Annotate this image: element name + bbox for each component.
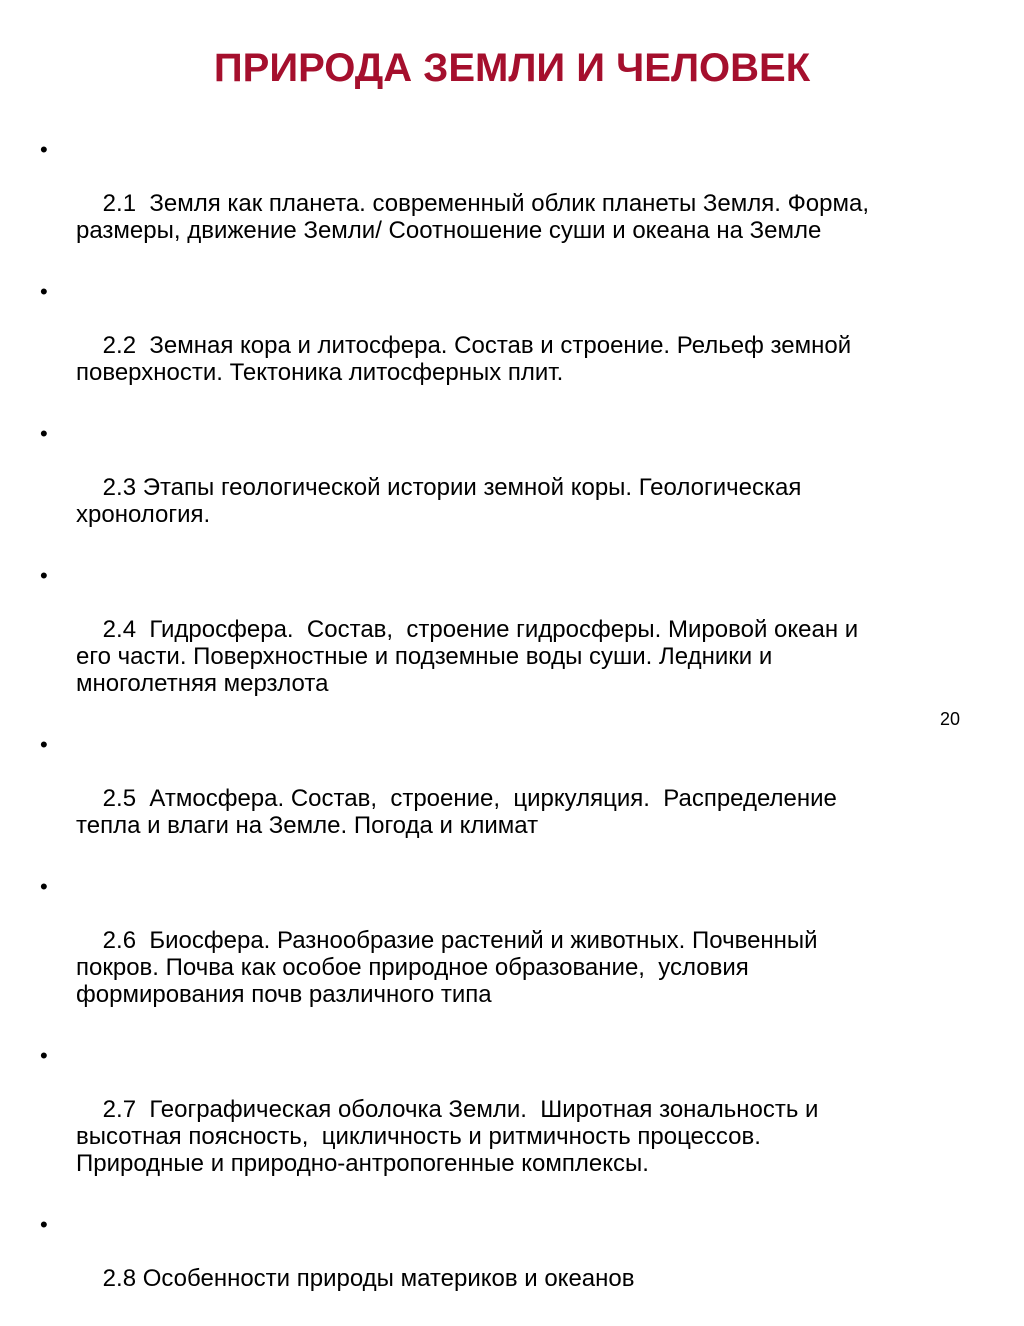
list-item	[40, 1042, 1000, 1204]
list-item-text: 2.3 Этапы геологической истории земной коры. Геологическая хронология.	[76, 474, 802, 528]
bullet-icon: •	[40, 421, 48, 446]
list-item	[40, 278, 1000, 413]
bullet-icon: •	[40, 137, 48, 162]
bullet-icon: •	[40, 279, 48, 304]
topic-list	[40, 136, 1000, 1326]
list-item	[40, 420, 1000, 555]
bullet-icon: •	[40, 732, 48, 757]
list-item	[40, 731, 1000, 866]
list-item-text: 2.6 Биосфера. Разнообразие растений и животных. Почвенный покров. Почва как особое природное образование, условия формирования почв различного типа	[76, 927, 818, 1008]
list-item-text: 2.1 Земля как планета. современный облик планеты Земля. Форма, размеры, движение Земли/ Соотношение суши и океана на Земле	[76, 190, 870, 244]
list-item-text: 2.8 Особенности природы материков и океанов	[102, 1265, 635, 1292]
bullet-icon: •	[40, 874, 48, 899]
list-item	[40, 136, 1000, 271]
list-item	[40, 1211, 1000, 1319]
list-item-text: 2.2 Земная кора и литосфера. Состав и строение. Рельеф земной поверхности. Тектоника литосферных плит.	[76, 332, 852, 386]
list-item-text: 2.7 Географическая оболочка Земли. Широтная зональность и высотная поясность, цикличность и ритмичность процессов. Природные и природно-антропогенные комплексы.	[76, 1096, 819, 1177]
bullet-icon: •	[40, 1212, 48, 1237]
list-item	[40, 873, 1000, 1035]
list-item-text: 2.4 Гидросфера. Состав, строение гидросферы. Мировой океан и его части. Поверхностные и подземные воды суши. Ледники и многолетняя мерзлота	[76, 616, 859, 697]
bullet-icon: •	[40, 1043, 48, 1068]
slide-title: ПРИРОДА ЗЕМЛИ И ЧЕЛОВЕК	[213, 46, 811, 90]
bullet-icon: •	[40, 563, 48, 588]
page-number: 20	[939, 709, 960, 729]
list-item-text: 2.5 Атмосфера. Состав, строение, циркуляция. Распределение тепла и влаги на Земле. Погода и климат	[76, 785, 837, 839]
list-item	[40, 562, 1000, 724]
